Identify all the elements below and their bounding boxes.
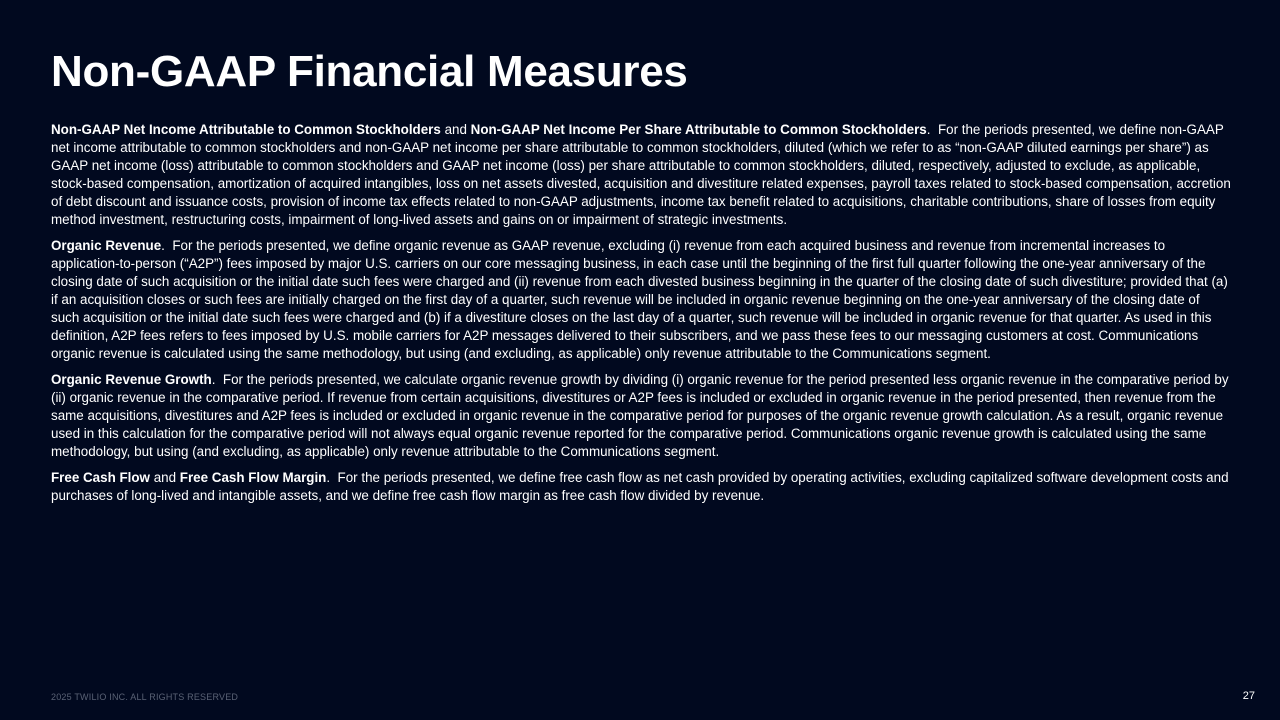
definition-text: For the periods presented, we calculate organic revenue growth by dividing (i) organic revenue for the period presented less organic revenue in the comparative period by (ii) organic revenue in the comparative period. If revenue from certain acquisitions, divestitures or A2P fees is included or excluded in organic revenue in the period presented, then revenue from the same acquisitions, divestitures and A2P fees is included or excluded in organic revenue in the comparative period for purposes of the organic revenue growth calculation. As a result, organic revenue used in this calculation for the comparative period will not always equal organic revenue reported for the comparative period. Communications organic revenue growth is calculated using the same methodology, but using (and excluding, as applicable) only revenue attributable to the Communications segment. bbox=[51, 372, 1229, 459]
page-number: 27 bbox=[1242, 690, 1255, 702]
definitions-body bbox=[51, 121, 1231, 513]
definition-text: For the periods presented, we define non-GAAP net income attributable to common stockholders and non-GAAP net income per share attributable to common stockholders, diluted (which we refer to as “non-GAAP diluted earnings per share”) as GAAP net income (loss) attributable to common stockholders and GAAP net income (loss) per share attributable to common stockholders, diluted, respectively, adjusted to exclude, as applicable, stock-based compensation, amortization of acquired intangibles, loss on net assets divested, acquisition and divestiture related expenses, payroll taxes related to stock-based compensation, accretion of debt discount and issuance costs, provision of income tax effects related to non-GAAP adjustments, income tax benefit related to acquisitions, charitable contributions, share of losses from equity method investment, restructuring costs, impairment of long-lived assets and gains on or impairment of strategic investments. bbox=[51, 122, 1231, 227]
term-free-cash-flow: Free Cash Flow bbox=[51, 470, 150, 485]
footer-copyright: 2025 TWILIO INC. ALL RIGHTS RESERVED bbox=[51, 692, 239, 702]
definition-text: For the periods presented, we define organic revenue as GAAP revenue, excluding (i) revenue from each acquired business and revenue from incremental increases to application-to-person (“A2P”) fees imposed by major U.S. carriers on our core messaging business, in each case until the beginning of the first full quarter following the one-year anniversary of the closing date of such acquisition or the initial date such fees were charged and (ii) revenue from each divested business beginning in the quarter of the closing date of such divestiture; provided that (a) if an acquisition closes or such fees are initially charged on the first day of a quarter, such revenue will be included in organic revenue beginning on the one-year anniversary of the closing date of such acquisition or the initial date such fees were charged and (b) if a divestiture closes on the last day of a quarter, such revenue will be included in organic revenue for that quarter. As used in this definition, A2P fees refers to fees imposed by U.S. mobile carriers for A2P messages delivered to their subscribers, and we pass these fees to our messaging customers at cost. Communications organic revenue is calculated using the same methodology, but using (and excluding, as applicable) only revenue attributable to the Communications segment. bbox=[51, 238, 1228, 361]
definition-non-gaap-net-income bbox=[51, 121, 1231, 229]
term-period: . bbox=[926, 122, 931, 137]
definition-organic-revenue-growth bbox=[51, 371, 1231, 461]
definition-text: For the periods presented, we define free cash flow as net cash provided by operating activities, excluding capitalized software development costs and purchases of long-lived and intangible assets, and we define free cash flow margin as free cash flow divided by revenue. bbox=[51, 470, 1229, 503]
term-connector: and bbox=[153, 470, 177, 485]
term-period: . bbox=[211, 372, 216, 387]
term-non-gaap-net-income-per-share: Non-GAAP Net Income Per Share Attributable to Common Stockholders bbox=[470, 122, 927, 137]
slide-title: Non-GAAP Financial Measures bbox=[51, 47, 688, 96]
term-connector: and bbox=[444, 122, 467, 137]
term-period: . bbox=[161, 238, 165, 253]
term-period: . bbox=[326, 470, 331, 485]
term-free-cash-flow-margin: Free Cash Flow Margin bbox=[179, 470, 327, 485]
term-organic-revenue-growth: Organic Revenue Growth bbox=[51, 372, 212, 387]
term-organic-revenue: Organic Revenue bbox=[51, 238, 162, 253]
definition-free-cash-flow bbox=[51, 469, 1231, 505]
definition-organic-revenue bbox=[51, 237, 1231, 363]
term-non-gaap-net-income: Non-GAAP Net Income Attributable to Common Stockholders bbox=[51, 122, 441, 137]
